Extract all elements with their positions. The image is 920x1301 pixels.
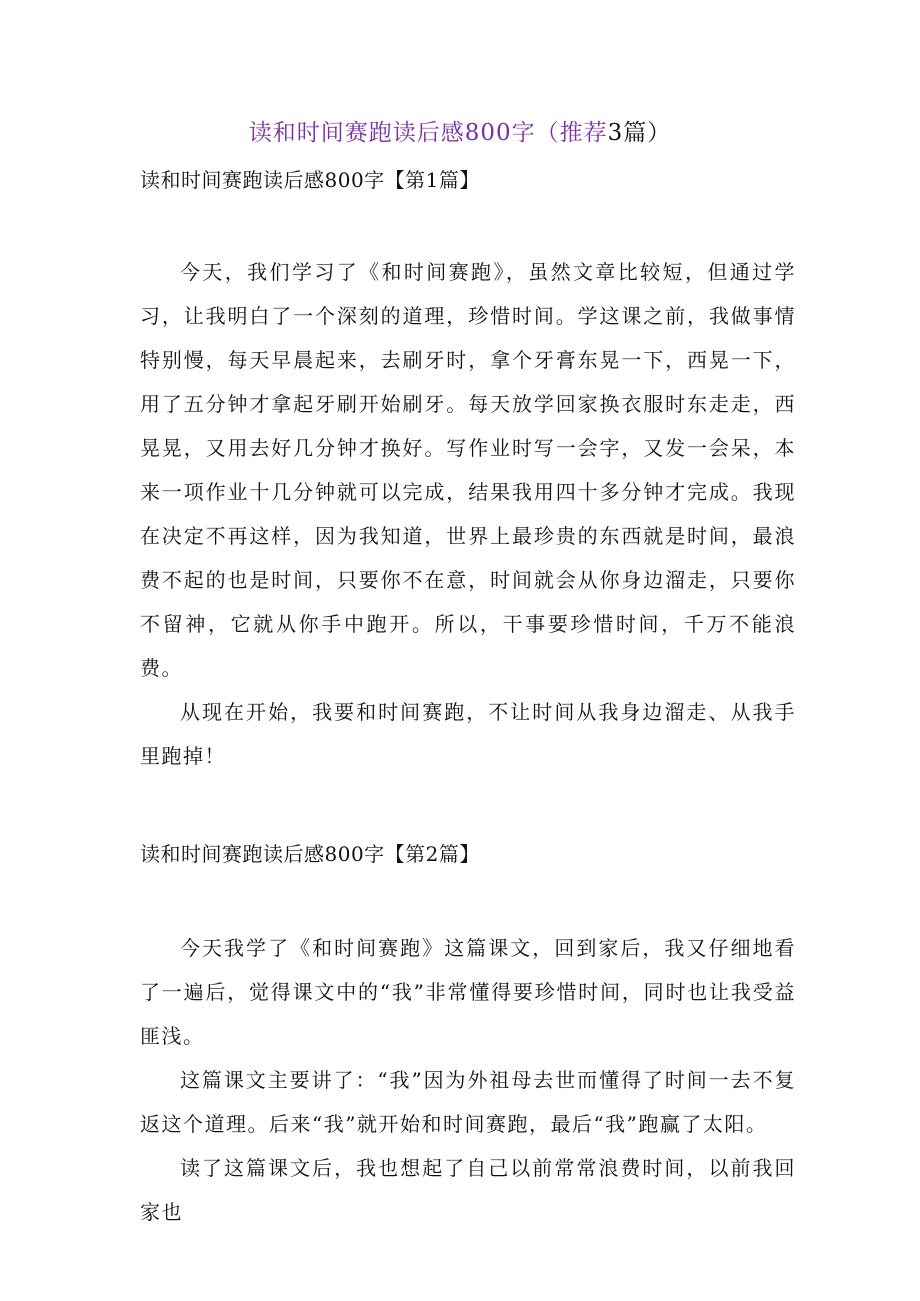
section-2-paragraph-2: 这篇课文主要讲了：“我”因为外祖母去世而懂得了时间一去不复返这个道理。后来“我”就开始和时间赛跑，最后“我”跑赢了太阳。 [140,1068,796,1136]
section-1-heading: 读和时间赛跑读后感800字【第1篇】 [140,168,480,192]
section-2-body [140,926,796,1234]
title-main: 读和时间赛跑读后感800字（ [248,120,560,146]
section-2-heading: 读和时间赛跑读后感800字【第2篇】 [140,842,480,866]
section-1-body [140,250,796,778]
document-title [0,114,920,147]
section-2-paragraph-3: 读了这篇课文后，我也想起了自己以前常常浪费时间，以前我回家也 [140,1156,796,1224]
section-1-paragraph-1: 今天，我们学习了《和时间赛跑》，虽然文章比较短，但通过学习，让我明白了一个深刻的道理，珍惜时间。学这课之前，我做事情特别慢，每天早晨起来，去刷牙时，拿个牙膏东晃一下，西晃一下，用了五分钟才拿起牙刷开始刷牙。每天放学回家换衣服时东走走，西晃晃，又用去好几分钟才换好。写作业时写一会字，又发一会呆，本来一项作业十几分钟就可以完成，结果我用四十多分钟才完成。我现在决定不再这样，因为我知道，世界上最珍贵的东西就是时间，最浪费不起的也是时间，只要你不在意，时间就会从你身边溜走，只要你不留神，它就从你手中跑开。所以，干事要珍惜时间，千万不能浪费。 [140,260,796,680]
section-2-paragraph-1: 今天我学了《和时间赛跑》这篇课文，回到家后，我又仔细地看了一遍后，觉得课文中的“我”非常懂得要珍惜时间，同时也让我受益匪浅。 [140,936,796,1048]
section-1-paragraph-2: 从现在开始，我要和时间赛跑，不让时间从我身边溜走、从我手里跑掉！ [140,700,796,768]
title-count: 3 [607,120,624,146]
title-end: 篇） [623,120,672,146]
title-recommend: 推荐 [559,120,608,146]
